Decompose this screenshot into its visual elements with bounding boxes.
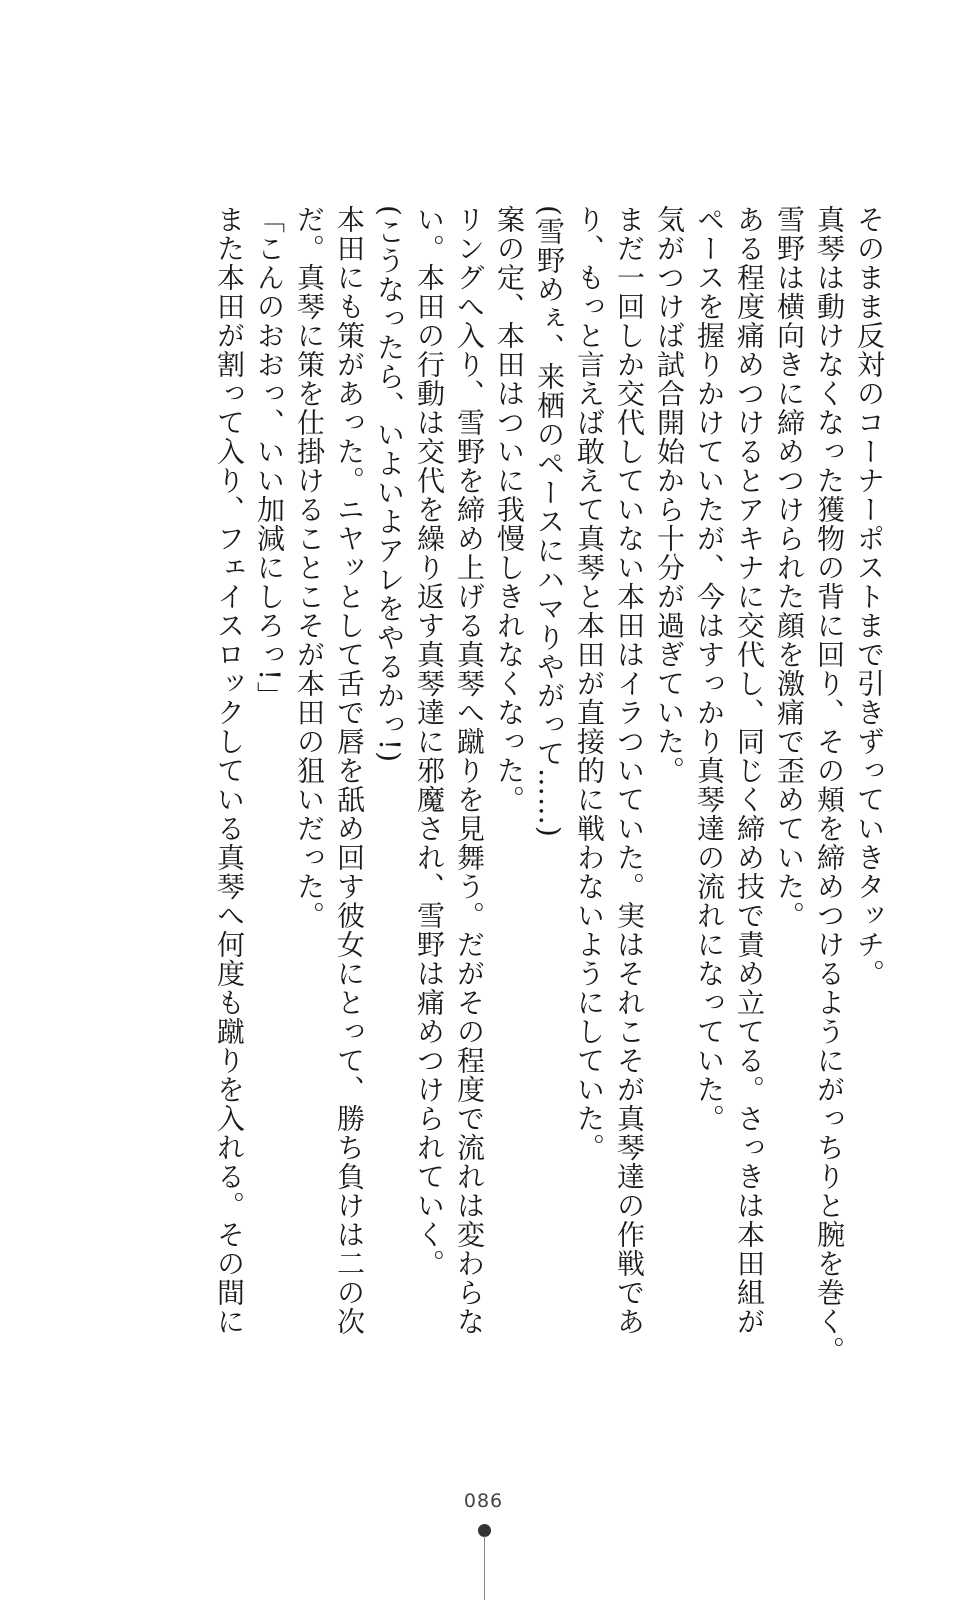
- page-marker-line: [484, 1536, 485, 1600]
- text-line: 気がつけば試合開始から十分が過ぎていた。: [653, 205, 686, 785]
- text-line: リングへ入り、雪野を締め上げる真琴へ蹴りを見舞う。だがその程度で流れは変わらな: [453, 205, 486, 1336]
- text-line: (雪野めぇ、来栖のペースにハマりやがって……): [533, 205, 566, 838]
- body-text: [209, 205, 889, 1365]
- page-number: 086: [463, 1490, 504, 1512]
- text-line: 本田にも策があった。ニヤッとして舌で唇を舐め回す彼女にとって、勝ち負けは二の次: [333, 205, 366, 1336]
- text-line: そのまま反対のコーナーポストまで引きずっていきタッチ。: [853, 205, 886, 988]
- text-line: り、もっと言えば敢えて真琴と本田が直接的に戦わないようにしていた。: [573, 205, 606, 1162]
- text-line: 真琴は動けなくなった獲物の背に回り、その頬を締めつけるようにがっちりと腕を巻く。: [813, 205, 846, 1365]
- text-line: だ。真琴に策を仕掛けることこそが本田の狙いだった。: [293, 205, 326, 930]
- text-line: ある程度痛めつけるとアキナに交代し、同じく締め技で責め立てる。さっきは本田組が: [733, 205, 766, 1336]
- text-line: 雪野は横向きに締めつけられた顔を激痛で歪めていた。: [773, 205, 806, 930]
- page-footer: [0, 1490, 967, 1512]
- text-line: (こうなったら、いよいよアレをやるかっ!): [373, 205, 406, 764]
- text-line: 案の定、本田はついに我慢しきれなくなった。: [493, 205, 526, 814]
- text-line: い。本田の行動は交代を繰り返す真琴達に邪魔され、雪野は痛めつけられていく。: [413, 205, 446, 1278]
- text-line: まだ一回しか交代していない本田はイラついていた。実はそれこそが真琴達の作戦であ: [613, 205, 646, 1336]
- text-line: 「こんのおおっ、いい加減にしろっ!」: [253, 205, 286, 711]
- text-line: ペースを握りかけていたが、今はすっかり真琴達の流れになっていた。: [693, 205, 726, 1133]
- text-line: また本田が割って入り、フェイスロックしている真琴へ何度も蹴りを入れる。その間に: [213, 205, 246, 1336]
